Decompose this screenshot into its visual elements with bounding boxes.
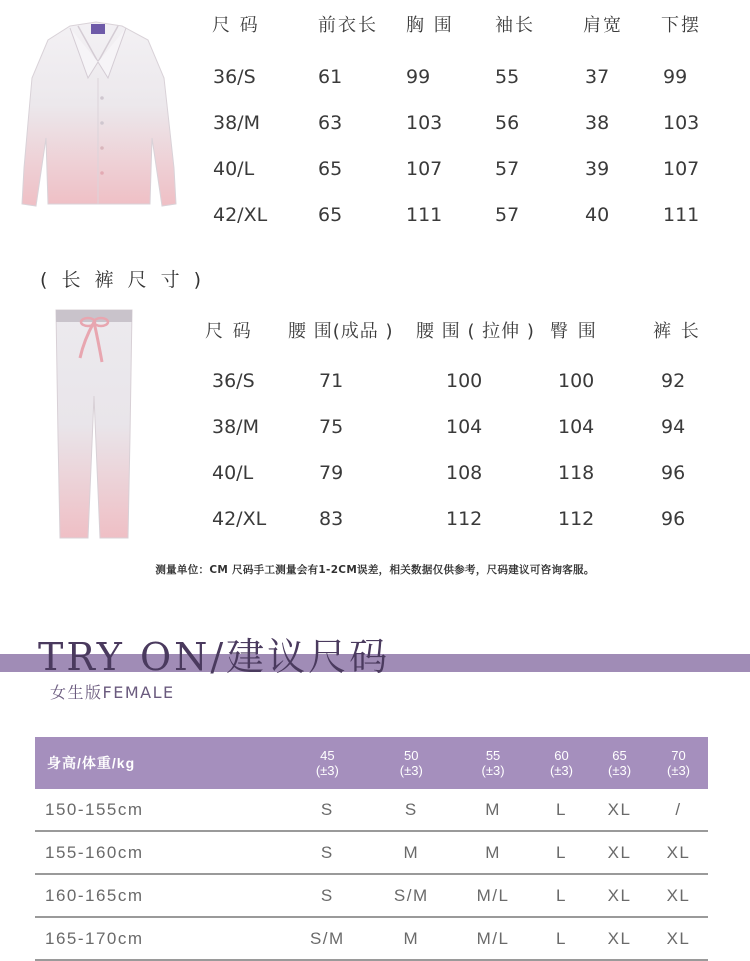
size-cell: L bbox=[533, 831, 590, 874]
pants-cell: 96 bbox=[661, 508, 686, 530]
shirt-cell: 103 bbox=[663, 112, 700, 134]
size-cell: L bbox=[533, 917, 590, 960]
size-cell: S bbox=[285, 789, 369, 831]
pants-cell: 79 bbox=[319, 462, 344, 484]
size-cell: S bbox=[369, 789, 453, 831]
pants-cell: 83 bbox=[319, 508, 344, 530]
shirt-cell: 38 bbox=[585, 112, 610, 134]
height-range: 165-170cm bbox=[35, 917, 285, 960]
pants-cell: 112 bbox=[558, 508, 595, 530]
pants-cell: 96 bbox=[661, 462, 686, 484]
shirt-cell: 61 bbox=[318, 66, 343, 88]
weight-tolerance: (±3) bbox=[481, 763, 505, 778]
shirt-cell: 55 bbox=[495, 66, 520, 88]
size-cell: S bbox=[285, 831, 369, 874]
weight-tolerance: (±3) bbox=[315, 763, 339, 778]
size-cell: M/L bbox=[453, 874, 533, 917]
weight-tolerance: (±3) bbox=[549, 763, 573, 778]
weight-tolerance: (±3) bbox=[666, 763, 691, 778]
pants-cell: 38/M bbox=[212, 416, 259, 438]
shirt-cell: 40/L bbox=[213, 158, 255, 180]
tryon-weight-header bbox=[649, 737, 708, 789]
shirt-cell: 57 bbox=[495, 204, 520, 226]
size-cell: S bbox=[285, 874, 369, 917]
pants-cell: 112 bbox=[446, 508, 483, 530]
tryon-weight-header bbox=[285, 737, 369, 789]
pants-cell: 42/XL bbox=[212, 508, 267, 530]
shirt-header-chest: 胸 围 bbox=[406, 15, 454, 36]
height-range: 155-160cm bbox=[35, 831, 285, 874]
pants-header-hip: 臀 围 bbox=[550, 321, 598, 342]
size-cell: L bbox=[533, 874, 590, 917]
pants-cell: 94 bbox=[661, 416, 686, 438]
weight-value: 55 bbox=[485, 748, 501, 763]
pants-cell: 100 bbox=[446, 370, 483, 392]
shirt-header-size: 尺 码 bbox=[212, 15, 260, 36]
shirt-cell: 39 bbox=[585, 158, 610, 180]
shirt-header-shoulder: 肩宽 bbox=[583, 15, 623, 36]
pants-header-waist-finished: 腰 围(成品 ) bbox=[288, 321, 394, 342]
tryon-weight-header bbox=[453, 737, 533, 789]
pants-header-size: 尺 码 bbox=[205, 321, 253, 342]
pants-header-length: 裤 长 bbox=[653, 321, 701, 342]
pants-cell: 36/S bbox=[212, 370, 255, 392]
size-cell: S/M bbox=[285, 917, 369, 960]
shirt-header-length: 前衣长 bbox=[318, 15, 378, 36]
shirt-cell: 38/M bbox=[213, 112, 260, 134]
pants-cell: 75 bbox=[319, 416, 344, 438]
weight-value: 45 bbox=[320, 748, 335, 763]
shirt-cell: 65 bbox=[318, 204, 343, 226]
size-cell: / bbox=[649, 789, 708, 831]
table-row bbox=[35, 917, 708, 960]
weight-value: 70 bbox=[671, 748, 686, 763]
size-cell: M bbox=[453, 789, 533, 831]
tryon-weight-header bbox=[533, 737, 590, 789]
pajama-pants-image bbox=[50, 306, 140, 542]
tryon-header-row bbox=[35, 737, 708, 789]
shirt-cell: 111 bbox=[406, 204, 443, 226]
size-cell: M bbox=[369, 831, 453, 874]
pants-header-waist-stretch: 腰 围 ( 拉伸 ) bbox=[416, 321, 535, 342]
pants-cell: 104 bbox=[446, 416, 483, 438]
pants-cell: 100 bbox=[558, 370, 595, 392]
shirt-cell: 37 bbox=[585, 66, 610, 88]
weight-tolerance: (±3) bbox=[608, 763, 632, 778]
shirt-cell: 63 bbox=[318, 112, 343, 134]
shirt-cell: 99 bbox=[406, 66, 431, 88]
pants-cell: 40/L bbox=[212, 462, 254, 484]
pants-cell: 108 bbox=[446, 462, 483, 484]
size-cell: XL bbox=[590, 831, 649, 874]
shirt-cell: 111 bbox=[663, 204, 700, 226]
size-cell: XL bbox=[590, 917, 649, 960]
measurement-note: 测量单位：CM 尺码手工测量会有1-2CM误差，相关数据仅供参考，尺码建议可咨询客服。 bbox=[155, 564, 595, 576]
size-cell: XL bbox=[590, 789, 649, 831]
tryon-subtitle: 女生版FEMALE bbox=[50, 683, 175, 702]
table-row bbox=[35, 874, 708, 917]
shirt-cell: 103 bbox=[406, 112, 443, 134]
size-cell: XL bbox=[649, 874, 708, 917]
size-cell: M bbox=[369, 917, 453, 960]
size-cell: L bbox=[533, 789, 590, 831]
weight-tolerance: (±3) bbox=[399, 763, 423, 778]
shirt-header-hem: 下摆 bbox=[661, 15, 701, 36]
shirt-cell: 57 bbox=[495, 158, 520, 180]
shirt-cell: 99 bbox=[663, 66, 688, 88]
pajama-shirt-image bbox=[18, 18, 178, 218]
size-cell: M/L bbox=[453, 917, 533, 960]
shirt-cell: 65 bbox=[318, 158, 343, 180]
pants-section-title: ( 长 裤 尺 寸 ) bbox=[40, 269, 206, 291]
shirt-cell: 107 bbox=[663, 158, 700, 180]
pants-cell: 118 bbox=[558, 462, 595, 484]
pants-cell: 92 bbox=[661, 370, 686, 392]
height-range: 150-155cm bbox=[35, 789, 285, 831]
table-row bbox=[35, 831, 708, 874]
size-cell: XL bbox=[649, 917, 708, 960]
table-row bbox=[35, 789, 708, 831]
pants-cell: 71 bbox=[319, 370, 344, 392]
size-cell: S/M bbox=[369, 874, 453, 917]
tryon-size-table bbox=[35, 737, 708, 961]
tryon-weight-header bbox=[590, 737, 649, 789]
shirt-cell: 36/S bbox=[213, 66, 256, 88]
tryon-header-height-weight: 身高/体重/kg bbox=[47, 754, 136, 771]
height-range: 160-165cm bbox=[35, 874, 285, 917]
weight-value: 60 bbox=[554, 748, 569, 763]
shirt-cell: 107 bbox=[406, 158, 443, 180]
weight-value: 65 bbox=[612, 748, 627, 763]
size-cell: M bbox=[453, 831, 533, 874]
weight-value: 50 bbox=[404, 748, 419, 763]
shirt-cell: 42/XL bbox=[213, 204, 268, 226]
size-cell: XL bbox=[649, 831, 708, 874]
tryon-weight-header bbox=[369, 737, 453, 789]
shirt-header-sleeve: 袖长 bbox=[495, 15, 535, 36]
shirt-cell: 40 bbox=[585, 204, 610, 226]
pants-cell: 104 bbox=[558, 416, 595, 438]
shirt-cell: 56 bbox=[495, 112, 520, 134]
size-cell: XL bbox=[590, 874, 649, 917]
tryon-title: TRY ON/建议尺码 bbox=[38, 635, 391, 679]
